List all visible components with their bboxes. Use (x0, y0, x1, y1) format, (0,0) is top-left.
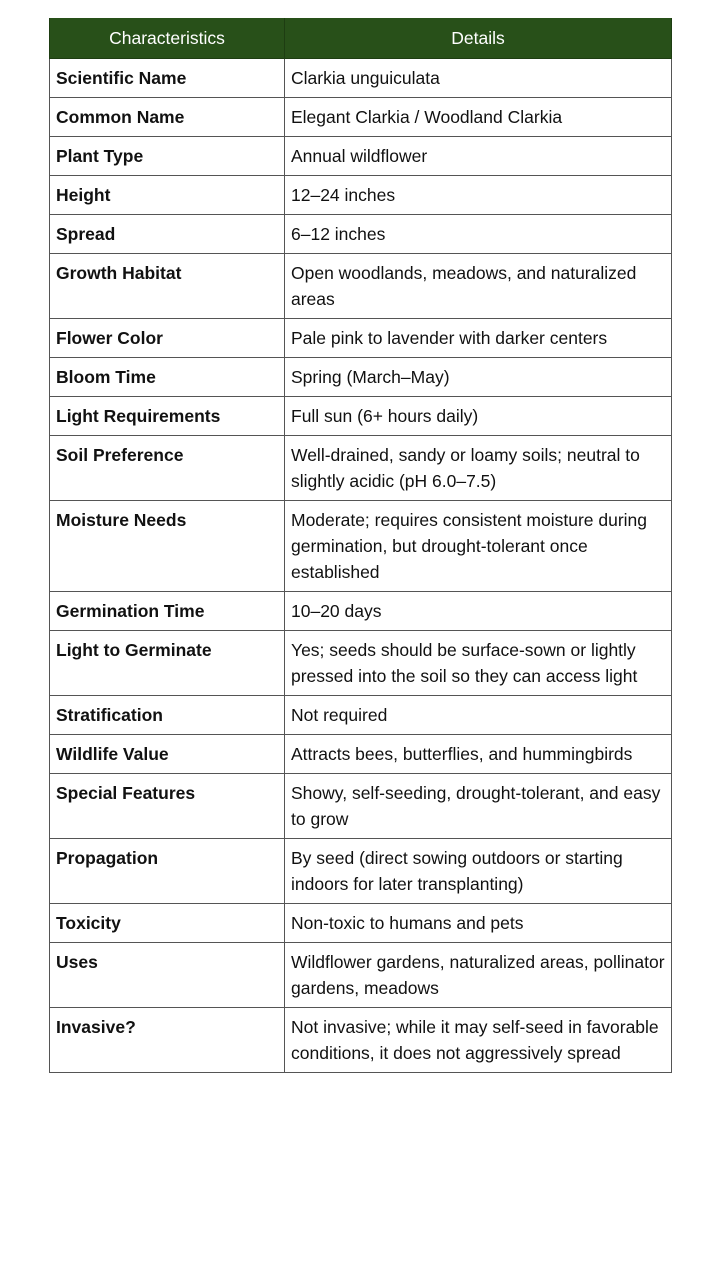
row-label: Special Features (50, 774, 285, 839)
row-value: Attracts bees, butterflies, and hummingbirds (285, 735, 672, 774)
table-row (50, 436, 672, 501)
row-label: Scientific Name (50, 59, 285, 98)
row-value: By seed (direct sowing outdoors or starting indoors for later transplanting) (285, 839, 672, 904)
table-row (50, 137, 672, 176)
row-label: Light Requirements (50, 397, 285, 436)
row-label: Light to Germinate (50, 631, 285, 696)
header-details: Details (285, 18, 672, 59)
row-label: Spread (50, 215, 285, 254)
row-label: Growth Habitat (50, 254, 285, 319)
row-label: Uses (50, 943, 285, 1008)
table-row (50, 176, 672, 215)
row-value: Clarkia unguiculata (285, 59, 672, 98)
row-label: Invasive? (50, 1008, 285, 1073)
row-value: Annual wildflower (285, 137, 672, 176)
table-row (50, 943, 672, 1008)
row-value: Full sun (6+ hours daily) (285, 397, 672, 436)
row-label: Soil Preference (50, 436, 285, 501)
row-value: Not required (285, 696, 672, 735)
row-value: Open woodlands, meadows, and naturalized areas (285, 254, 672, 319)
row-value: Elegant Clarkia / Woodland Clarkia (285, 98, 672, 137)
row-value: Yes; seeds should be surface-sown or lightly pressed into the soil so they can access light (285, 631, 672, 696)
row-label: Propagation (50, 839, 285, 904)
row-value: Not invasive; while it may self-seed in favorable conditions, it does not aggressively spread (285, 1008, 672, 1073)
row-value: 12–24 inches (285, 176, 672, 215)
table-row (50, 839, 672, 904)
table-row (50, 215, 672, 254)
table-row (50, 501, 672, 592)
row-value: Well-drained, sandy or loamy soils; neutral to slightly acidic (pH 6.0–7.5) (285, 436, 672, 501)
table-row (50, 735, 672, 774)
row-label: Moisture Needs (50, 501, 285, 592)
row-value: 6–12 inches (285, 215, 672, 254)
row-value: Moderate; requires consistent moisture during germination, but drought-tolerant once established (285, 501, 672, 592)
row-value: Pale pink to lavender with darker centers (285, 319, 672, 358)
table-row (50, 98, 672, 137)
row-value: Non-toxic to humans and pets (285, 904, 672, 943)
row-label: Height (50, 176, 285, 215)
row-label: Stratification (50, 696, 285, 735)
table-row (50, 319, 672, 358)
row-label: Plant Type (50, 137, 285, 176)
table-row (50, 1008, 672, 1073)
plant-characteristics-table (49, 18, 672, 1073)
table-row (50, 59, 672, 98)
table-row (50, 631, 672, 696)
row-value: 10–20 days (285, 592, 672, 631)
table-row (50, 904, 672, 943)
table-row (50, 358, 672, 397)
row-label: Flower Color (50, 319, 285, 358)
row-value: Spring (March–May) (285, 358, 672, 397)
table-row (50, 696, 672, 735)
row-value: Showy, self-seeding, drought-tolerant, and easy to grow (285, 774, 672, 839)
table-row (50, 774, 672, 839)
row-label: Wildlife Value (50, 735, 285, 774)
table-row (50, 254, 672, 319)
table-row (50, 397, 672, 436)
row-label: Toxicity (50, 904, 285, 943)
row-value: Wildflower gardens, naturalized areas, pollinator gardens, meadows (285, 943, 672, 1008)
table-header-row (50, 18, 672, 59)
row-label: Germination Time (50, 592, 285, 631)
row-label: Common Name (50, 98, 285, 137)
table-row (50, 592, 672, 631)
header-characteristics: Characteristics (50, 18, 285, 59)
row-label: Bloom Time (50, 358, 285, 397)
